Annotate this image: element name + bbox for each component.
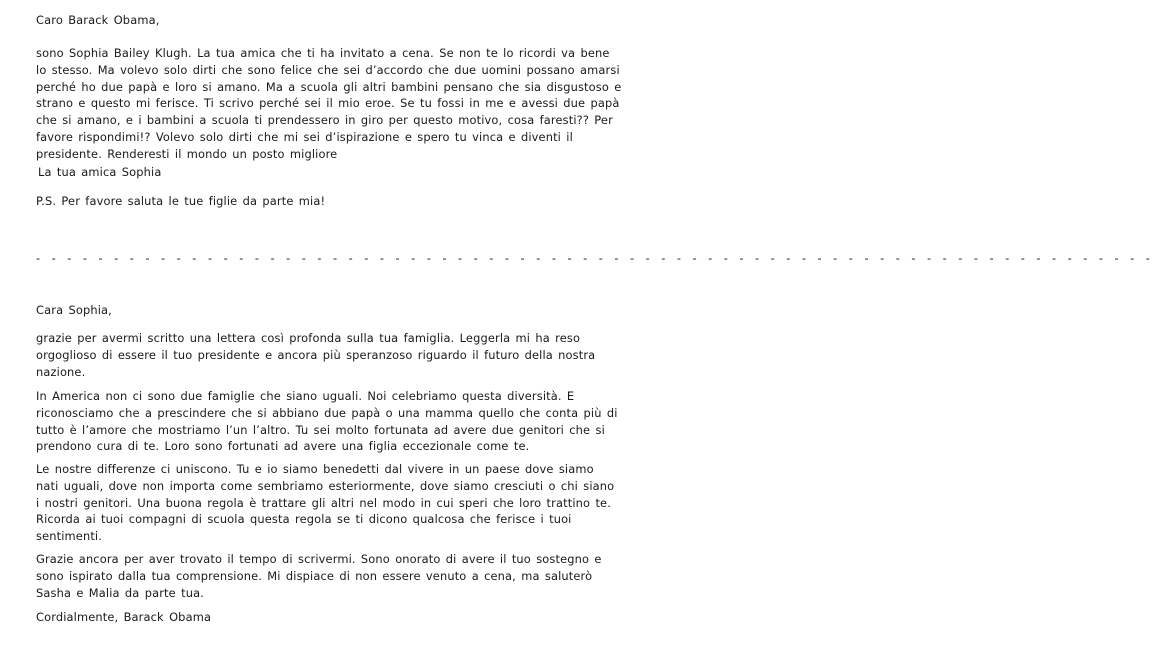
letter2-line: sentimenti. <box>36 529 103 544</box>
letter1-body-line: sono Sophia Bailey Klugh. La tua amica che ti ha invitato a cena. Se non te lo ricordi va bene <box>36 46 610 60</box>
letter2-paragraph-1 <box>36 330 596 380</box>
letter2-line: nazione. <box>36 364 86 379</box>
letter2-line: grazie per avermi scritto una lettera così profonda sulla tua famiglia. Leggerla mi ha reso <box>36 331 581 345</box>
letter1-body <box>36 45 622 163</box>
letter2-paragraph-3 <box>36 461 615 545</box>
letter1-body-line: strano e questo mi ferisce. Ti scrivo perché sei il mio eroe. Se tu fossi in me e avessi due papà <box>36 96 620 111</box>
letter2-closing: Cordialmente, Barack Obama <box>36 610 212 624</box>
letter2-line: orgoglioso di essere il tuo presidente e ancora più speranzoso riguardo il futuro della nostra <box>36 347 596 362</box>
letter2-line: Grazie ancora per aver trovato il tempo di scrivermi. Sono onorato di avere il tuo sostegno e <box>36 552 602 566</box>
letter1-body-line: perché ho due papà e loro si amano. Ma a scuola gli altri bambini pensano che sia disgustoso e <box>36 79 622 94</box>
letter2-line: In America non ci sono due famiglie che siano uguali. Noi celebriamo questa diversità. E <box>36 389 575 403</box>
letter1-body-line: presidente. Renderesti il mondo un posto migliore <box>36 146 338 161</box>
letter2-line: tutto è l’amore che mostriamo l’un l’altro. Tu sei molto fortunata ad avere due genitori che si <box>36 422 605 437</box>
letter1-body-line: lo stesso. Ma volevo solo dirti che sono felice che sei d’accordo che due uomini possano amarsi <box>36 62 620 77</box>
letter2-line: nati uguali, dove non importa come sembriamo esteriormente, dove siamo cresciuti o chi siano <box>36 478 615 493</box>
letter2-line: prendono cura di te. Loro sono fortunati ad avere una figlia eccezionale come te. <box>36 439 530 454</box>
letter1-body-line: che si amano, e i bambini a scuola ti prendessero in giro per questo motivo, cosa faresti?? Per <box>36 113 613 128</box>
letter2-paragraph-4 <box>36 551 602 601</box>
letter2-line: Ricorda ai tuoi compagni di scuola questa regola se ti dicono qualcosa che ferisce i tuoi <box>36 512 572 527</box>
letter2-line: sono ispirato dalla tua comprensione. Mi dispiace di non essere venuto a cena, ma saluterò <box>36 568 593 583</box>
dashed-divider: - - - - - - - - - - - - - - - - - - - - - - - - - - - - - - - - - - - - - - - - - - - - - - - - - - - - - - - - - - - - - - - - - - - - - - - - <box>36 251 1153 265</box>
letter2-line: Le nostre differenze ci uniscono. Tu e io siamo benedetti dal vivere in un paese dove siamo <box>36 462 594 476</box>
letter1-signoff: La tua amica Sophia <box>38 165 162 179</box>
letter1-postscript: P.S. Per favore saluta le tue figlie da parte mia! <box>36 194 326 208</box>
letter2-line: riconosciamo che a prescindere che si abbiano due papà o una mamma quello che conta più di <box>36 405 618 420</box>
letter2-salutation: Cara Sophia, <box>36 303 112 317</box>
letter2-line: i nostri genitori. Una buona regola è trattare gli altri nel modo in cui speri che loro trattino te. <box>36 495 611 510</box>
letter2-line: Sasha e Malia da parte tua. <box>36 585 204 600</box>
letter2-paragraph-2 <box>36 388 618 455</box>
letter1-salutation: Caro Barack Obama, <box>36 13 160 27</box>
letter1-body-line: favore rispondimi!? Volevo solo dirti che mi sei d’ispirazione e spero tu vinca e diventi il <box>36 129 573 144</box>
